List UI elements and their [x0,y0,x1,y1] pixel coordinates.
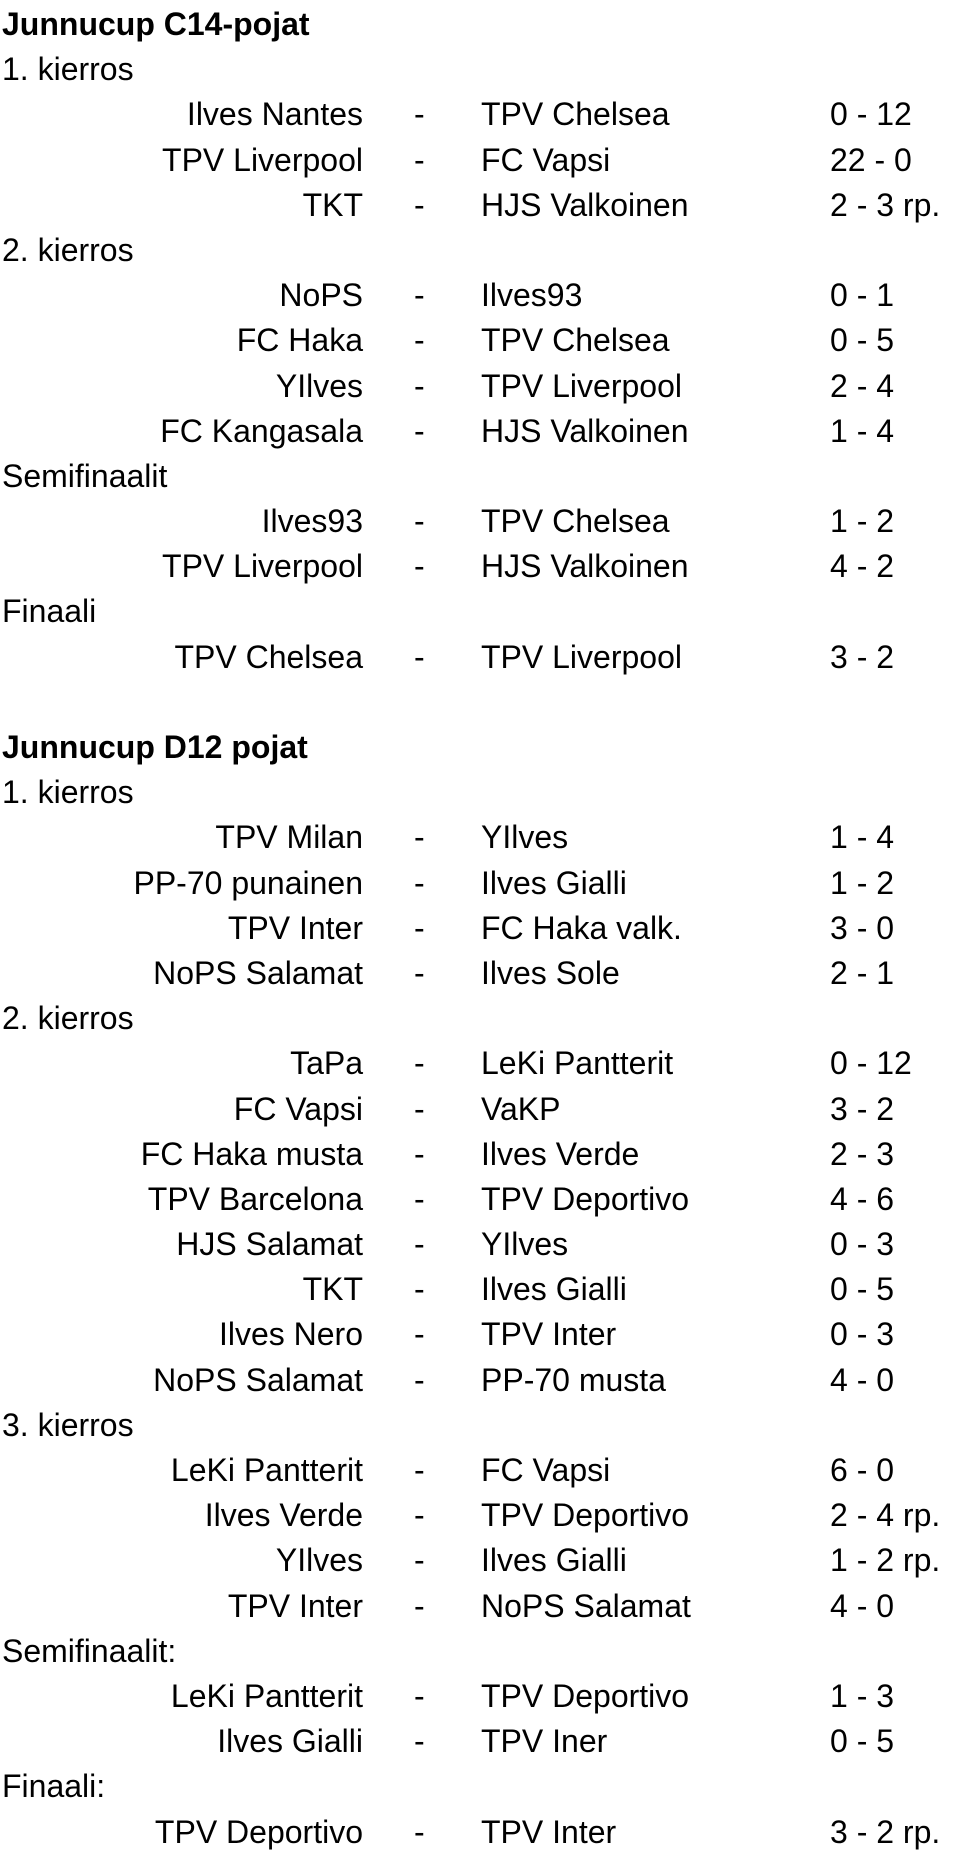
home-team: TKT [302,1271,363,1308]
away-team: TPV Liverpool [481,367,682,404]
score-separator: - [414,1452,425,1488]
match-row [0,92,960,137]
match-score: 0 - 1 [830,277,895,314]
score-separator: - [414,1361,425,1398]
match-row [0,1538,960,1583]
score-separator: - [414,1271,425,1308]
round-heading: Semifinaalit [2,457,168,494]
away-team: HJS Valkoinen [481,186,689,223]
score-separator: - [414,1587,425,1624]
score-separator: - [414,1180,425,1217]
home-team: LeKi Pantterit [170,1677,363,1714]
match-row [0,1674,960,1719]
away-team: TPV Chelsea [481,503,670,540]
away-team: TPV Liverpool [481,638,682,675]
away-team: FC Vapsi [481,141,611,178]
match-score: 4 - 2 [830,548,895,585]
away-team: Ilves Gialli [481,864,627,901]
match-score: 1 - 2 [830,503,895,540]
home-team: TPV Milan [215,819,363,856]
match-row [0,1810,960,1855]
away-team: HJS Valkoinen [481,548,689,585]
match-row [0,1312,960,1357]
away-team: TPV Iner [481,1723,608,1760]
match-score: 3 - 0 [830,909,895,946]
match-row [0,1132,960,1177]
match-score: 1 - 2 [830,864,895,901]
home-team: YIlves [275,1542,363,1579]
match-row [0,409,960,454]
home-team: Ilves Nantes [186,96,363,133]
home-team: TPV Liverpool [162,548,363,585]
match-score: 2 - 3 [830,1135,895,1172]
match-score: 2 - 4 rp. [830,1497,941,1534]
score-separator: - [414,277,425,314]
score-separator: - [414,1542,425,1579]
score-separator: - [414,909,425,946]
score-separator: - [414,322,425,359]
score-separator: - [414,548,425,585]
match-row [0,815,960,860]
score-separator: - [414,503,425,540]
home-team: TPV Inter [227,909,363,946]
score-separator: - [414,1497,425,1534]
match-score: 2 - 1 [830,954,895,991]
score-separator: - [414,638,425,675]
match-score: 1 - 3 [830,1677,895,1714]
home-team: NoPS Salamat [153,1361,363,1398]
match-score: 4 - 0 [830,1361,895,1398]
away-team: YIlves [481,819,569,856]
home-team: Ilves Nero [218,1316,363,1353]
match-row [0,1087,960,1132]
match-score: 0 - 3 [830,1316,895,1353]
match-score: 0 - 5 [830,1723,895,1760]
away-team: TPV Inter [481,1813,617,1850]
match-score: 0 - 5 [830,1271,895,1308]
match-row [0,1267,960,1312]
home-team: TaPa [290,1045,363,1082]
home-team: FC Haka [236,322,363,359]
match-score: 3 - 2 rp. [830,1813,941,1850]
match-score: 3 - 2 [830,1090,895,1127]
away-team: TPV Deportivo [481,1677,690,1714]
match-row [0,861,960,906]
score-separator: - [414,1090,425,1127]
away-team: LeKi Pantterit [481,1045,674,1082]
away-team: Ilves Sole [481,954,620,991]
match-score: 0 - 3 [830,1226,895,1263]
score-separator: - [414,1813,425,1850]
match-score: 1 - 4 [830,819,895,856]
score-separator: - [414,412,425,449]
match-score: 4 - 6 [830,1180,895,1217]
match-score: 0 - 5 [830,322,895,359]
score-separator: - [414,1045,425,1082]
match-score: 2 - 3 rp. [830,186,941,223]
section-title: Junnucup C14-pojat [2,6,310,42]
score-separator: - [414,864,425,901]
away-team: HJS Valkoinen [481,412,689,449]
score-separator: - [414,141,425,178]
home-team: Ilves Gialli [217,1723,363,1760]
round-heading: 1. kierros [2,774,134,811]
round-heading: 2. kierros [2,231,134,268]
away-team: Ilves Gialli [481,1271,627,1308]
away-team: Ilves Gialli [481,1542,627,1579]
away-team: NoPS Salamat [481,1587,691,1624]
score-separator: - [414,819,425,856]
match-row [0,318,960,363]
away-team: TPV Inter [481,1316,617,1353]
home-team: TPV Deportivo [154,1813,363,1850]
match-row [0,183,960,228]
home-team: FC Vapsi [233,1090,363,1127]
home-team: YIlves [275,367,363,404]
results-document [0,2,960,1855]
away-team: Ilves Verde [481,1135,640,1172]
score-separator: - [414,367,425,404]
away-team: TPV Deportivo [481,1180,690,1217]
home-team: PP-70 punainen [133,864,363,901]
home-team: TPV Inter [227,1587,363,1624]
away-team: FC Haka valk. [481,909,682,946]
home-team: TPV Barcelona [147,1180,363,1217]
home-team: FC Haka musta [140,1135,363,1172]
round-heading: 3. kierros [2,1406,134,1443]
score-separator: - [414,186,425,223]
away-team: FC Vapsi [481,1452,611,1488]
match-row [0,635,960,680]
score-separator: - [414,954,425,991]
match-row [0,1448,960,1493]
match-row [0,951,960,996]
score-separator: - [414,1135,425,1172]
away-team: VaKP [481,1090,561,1127]
match-row [0,1493,960,1538]
score-separator: - [414,1723,425,1760]
home-team: NoPS [279,277,363,314]
home-team: Ilves93 [261,503,363,540]
round-heading: Finaali: [2,1768,106,1805]
match-row [0,1584,960,1629]
match-row [0,273,960,318]
home-team: HJS Salamat [176,1226,363,1263]
match-score: 3 - 2 [830,638,895,675]
away-team: TPV Chelsea [481,96,670,133]
home-team: TKT [302,186,363,223]
match-row [0,138,960,183]
match-row [0,544,960,589]
match-row [0,1041,960,1086]
match-score: 2 - 4 [830,367,895,404]
match-row [0,1358,960,1403]
section-title: Junnucup D12 pojat [2,729,308,765]
score-separator: - [414,1316,425,1353]
round-heading: 2. kierros [2,1000,134,1037]
away-team: TPV Chelsea [481,322,670,359]
home-team: TPV Liverpool [162,141,363,178]
section-spacer [0,680,960,725]
round-heading: Semifinaalit: [2,1632,177,1669]
match-row [0,1719,960,1764]
round-heading: Finaali [2,593,97,630]
score-separator: - [414,1226,425,1263]
away-team: TPV Deportivo [481,1497,690,1534]
round-heading: 1. kierros [2,51,134,88]
away-team: Ilves93 [481,277,583,314]
home-team: NoPS Salamat [153,954,363,991]
home-team: Ilves Verde [204,1497,363,1534]
match-score: 4 - 0 [830,1587,895,1624]
match-row [0,906,960,951]
match-row [0,499,960,544]
match-score: 0 - 12 [830,1045,912,1082]
home-team: FC Kangasala [160,412,363,449]
away-team: PP-70 musta [481,1361,666,1398]
match-row [0,1222,960,1267]
home-team: LeKi Pantterit [170,1452,363,1488]
match-row [0,1177,960,1222]
home-team: TPV Chelsea [174,638,363,675]
match-score: 6 - 0 [830,1452,895,1488]
match-score: 22 - 0 [830,141,912,178]
match-row [0,364,960,409]
away-team: YIlves [481,1226,569,1263]
match-score: 1 - 2 rp. [830,1542,941,1579]
score-separator: - [414,1677,425,1714]
match-score: 0 - 12 [830,96,912,133]
score-separator: - [414,96,425,133]
match-score: 1 - 4 [830,412,895,449]
